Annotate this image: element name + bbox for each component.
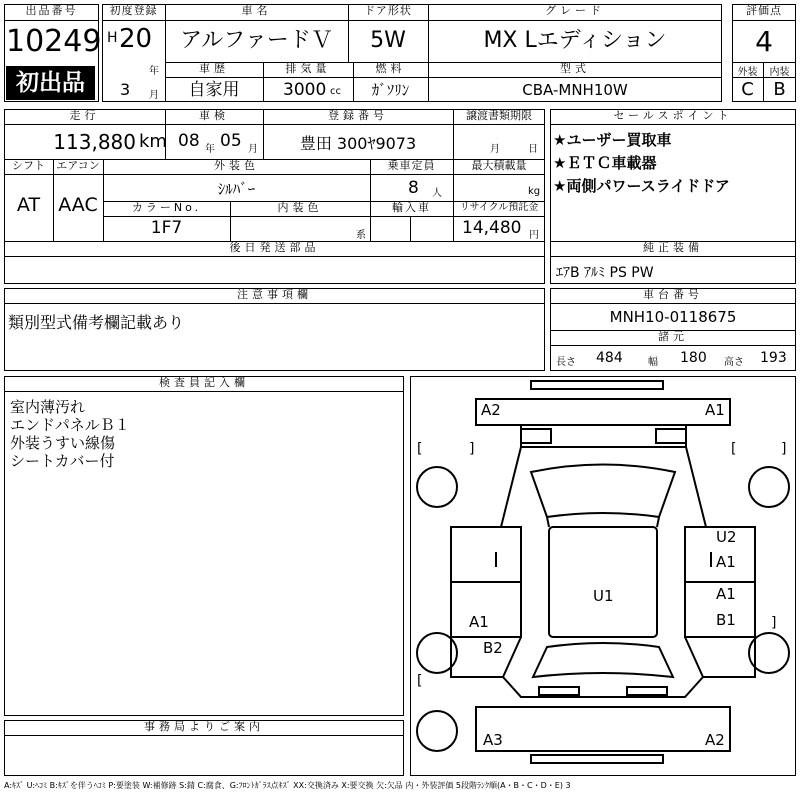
displacement-unit: cc <box>330 86 341 97</box>
inspector-line: 外装うすい線傷 <box>10 434 116 452</box>
ext-score-value: C <box>741 79 754 100</box>
shift-value: AT <box>16 194 41 216</box>
left-rear-bracket-open: [ <box>417 673 423 689</box>
damage-mark: B1 <box>716 611 736 629</box>
mileage-unit: km <box>139 131 167 152</box>
car-name-value: アルファードＶ <box>180 28 333 53</box>
inspector-line: エンドパネルＢ１ <box>10 416 130 434</box>
int-score-label: 内装 <box>769 67 790 78</box>
left-bracket-close: ] <box>469 441 475 457</box>
displacement-label: 排気量 <box>285 62 331 75</box>
right-rear-bracket-close: ] <box>771 615 777 631</box>
hood-outline <box>476 399 730 425</box>
notes-value: 類別型式備考欄記載あり <box>8 313 185 332</box>
length-label: 長さ <box>556 357 576 368</box>
inspection-month-unit: 月 <box>248 144 258 155</box>
score-value: 4 <box>755 25 773 58</box>
damage-mark: A1 <box>716 553 736 571</box>
import-label: 輸入車 <box>392 201 431 214</box>
exterior-color-label: 外装色 <box>214 159 259 172</box>
ext-score-label: 外装 <box>737 67 758 78</box>
factory-equipment-value: ｴｱB ｱﾙﾐ PS PW <box>556 265 654 281</box>
model-value: CBA-MNH10W <box>522 81 628 99</box>
plate-label: 登録番号 <box>328 109 388 122</box>
office-label: 事務局よりご案内 <box>144 720 264 733</box>
lot-number: 10249 <box>6 24 102 59</box>
damage-mark: B2 <box>483 639 503 657</box>
aircon-value: AAC <box>58 194 98 216</box>
windshield-outline <box>531 465 675 518</box>
mileage-label: 走行 <box>69 109 100 122</box>
transfer-label: 譲渡書類期限 <box>466 109 532 122</box>
transfer-month-unit: 月 <box>490 144 500 155</box>
right-bracket-open: [ <box>731 441 737 457</box>
height-value: 193 <box>760 350 787 366</box>
damage-mark: A1 <box>716 585 736 603</box>
legend-text: A:ｷｽﾞ U:ﾍｺﾐ B:ｷｽﾞを伴うﾍｺﾐ P:要塗装 W:補修跡 S:錆 C:腐食、G:ﾌﾛﾝﾄｶﾞﾗｽ点ｷｽﾞ XX:交換済み X:要交換 欠:欠品 内・外装評価 5段階ﾗﾝｸ順(A・B・C・D・E) 3 <box>4 781 571 790</box>
first-reg-month: 3 <box>120 80 131 99</box>
rear-outline <box>476 707 730 751</box>
roof-outline <box>549 527 657 637</box>
int-score-value: B <box>773 79 786 100</box>
damage-mark: A1 <box>705 401 725 419</box>
right-bracket-close: ] <box>781 441 787 457</box>
transfer-day-unit: 日 <box>528 144 538 155</box>
interior-color-unit: 系 <box>356 230 366 241</box>
displacement-value: 3000 <box>283 80 327 100</box>
car-name-label: 車名 <box>241 4 272 17</box>
recycle-label: リサイクル預託金 <box>459 202 539 213</box>
fuel-label: 燃料 <box>375 62 406 75</box>
wheel-outline <box>417 711 457 751</box>
history-value: 自家用 <box>188 80 240 100</box>
history-label: 車歴 <box>199 62 229 75</box>
length-value: 484 <box>596 350 623 366</box>
rear-glass-outline <box>533 643 673 677</box>
capacity-value: 8 <box>408 178 419 198</box>
capacity-unit: 人 <box>432 188 442 199</box>
car-diagram <box>410 376 796 776</box>
damage-mark: U1 <box>593 587 614 605</box>
wheel-outline <box>417 467 457 507</box>
grade-label: グレード <box>545 4 605 17</box>
damage-mark: A3 <box>483 731 503 749</box>
lot-label: 出品番号 <box>25 4 78 17</box>
color-no-label: カラーNo. <box>131 201 202 214</box>
width-value: 180 <box>680 350 707 366</box>
chassis-value: MNH10-0118675 <box>609 308 737 326</box>
inspector-line: シートカバー付 <box>10 452 115 470</box>
damage-mark: A2 <box>481 401 501 419</box>
first-reg-year-unit: 年 <box>149 66 159 77</box>
factory-equipment-label: 純正装備 <box>643 241 703 254</box>
wheel-outline <box>749 467 789 507</box>
dimensions-label: 諸元 <box>658 330 688 343</box>
door-value: 5W <box>370 28 406 53</box>
score-label: 評価点 <box>746 4 782 17</box>
car-outline <box>411 377 795 775</box>
color-no-value: 1F7 <box>150 218 183 238</box>
grade-value: MX Lエディション <box>483 28 667 53</box>
inspection-month: 05 <box>220 131 242 151</box>
fuel-value: ｶﾞｿﾘﾝ <box>371 81 410 99</box>
first-reg-era: H <box>107 30 118 46</box>
inspection-year: 08 <box>178 131 200 151</box>
inspection-label: 車検 <box>199 109 229 122</box>
shift-label: シフト <box>12 159 45 172</box>
model-label: 型式 <box>560 62 590 75</box>
capacity-label: 乗車定員 <box>387 159 436 172</box>
later-parts-label: 後日発送部品 <box>229 241 320 254</box>
recycle-value: 14,480 <box>462 218 522 238</box>
recycle-unit: 円 <box>529 230 539 241</box>
mileage-value: 113,880 <box>53 130 136 154</box>
width-label: 幅 <box>648 357 658 368</box>
first-reg-month-unit: 月 <box>149 90 159 101</box>
sales-point-item: ★ユーザー買取車 <box>553 131 672 149</box>
damage-mark: U2 <box>716 528 737 546</box>
front-bumper-outline <box>531 381 663 389</box>
left-bracket-open: [ <box>417 441 423 457</box>
first-listing-text: 初出品 <box>16 70 85 96</box>
sales-point-item: ★両側パワースライドドア <box>553 177 730 195</box>
door-label: ドア形状 <box>364 4 412 17</box>
inspector-label: 検査員記入欄 <box>159 376 249 389</box>
inspector-line: 室内薄汚れ <box>10 398 86 416</box>
notes-label: 注意事項欄 <box>237 288 312 301</box>
sales-points-label: セールスポイント <box>613 109 733 122</box>
sales-point-item: ★ＥＴＣ車載器 <box>553 154 657 172</box>
height-label: 高さ <box>724 357 744 368</box>
chassis-label: 車台番号 <box>643 288 703 301</box>
inspection-year-unit: 年 <box>205 144 215 155</box>
first-reg-label: 初度登録 <box>109 4 158 17</box>
exterior-color-value: ｼﾙﾊﾞｰ <box>217 180 256 198</box>
max-load-unit: kg <box>528 186 541 197</box>
aircon-label: エアコン <box>56 159 100 172</box>
first-reg-year: 20 <box>119 24 153 54</box>
plate-value: 豊田 300ﾔ9073 <box>299 134 417 153</box>
interior-color-label: 内装色 <box>277 201 323 214</box>
damage-mark: A2 <box>705 731 725 749</box>
damage-mark: A1 <box>469 613 489 631</box>
max-load-label: 最大積載量 <box>471 159 527 172</box>
